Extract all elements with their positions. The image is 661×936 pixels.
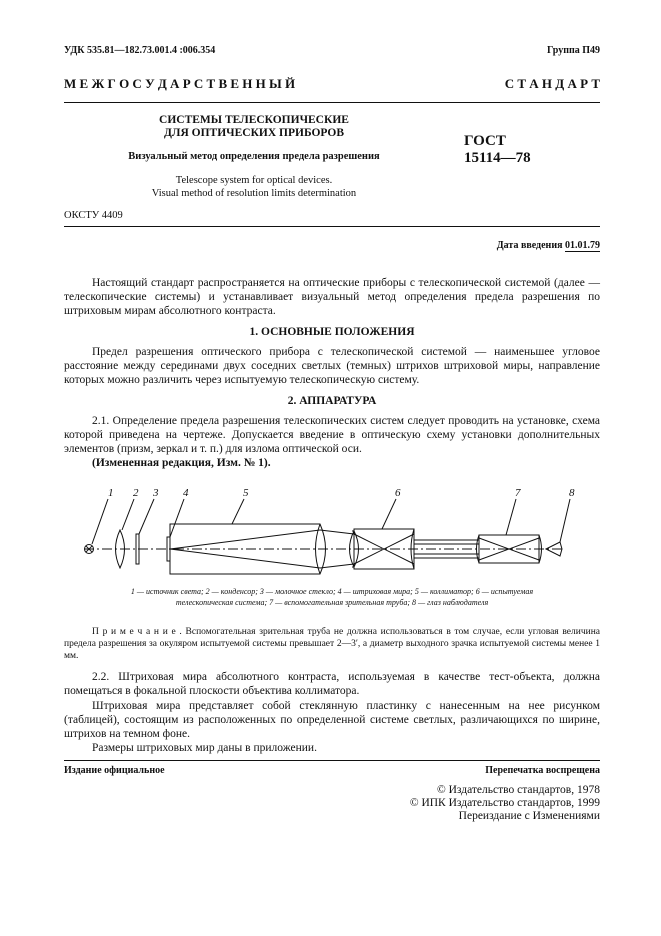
reissue-note: Переиздание с Изменениями xyxy=(458,810,600,822)
footer-rule xyxy=(64,760,600,761)
figure-label-2: 2 xyxy=(133,487,139,499)
figure-note-text: Вспомогательная зрительная труба не должна использоваться в том случае, если угловая величина предела разрешения за окуляром испытуемой системы превышает 2—3′, а диаметр выходного зрачка испытуемой системы менее 1 мм. xyxy=(64,627,600,661)
udk-code: УДК 535.81—182.73.001.4 :006.354 xyxy=(64,45,216,56)
paragraph-2-2-b: Штриховая мира представляет собой стеклянную пластинку с нанесенным на нее рисунком (таблицей), состоящим из расположенных по определенной системе светлых, различающихся по ширине, штрихов на темном фоне. xyxy=(64,700,600,740)
intro-date-value: 01.01.79 xyxy=(565,240,600,251)
figure-note xyxy=(64,626,600,662)
title-block xyxy=(64,114,444,140)
reprint-notice: Перепечатка воспрещена xyxy=(485,765,600,776)
optical-scheme-figure xyxy=(64,478,600,578)
group-code: Группа П49 xyxy=(547,45,600,56)
copyright-block xyxy=(410,784,600,823)
section-1-title: 1. ОСНОВНЫЕ ПОЛОЖЕНИЯ xyxy=(249,326,415,338)
paragraph-2-2: 2.2. Штриховая мира абсолютного контраста, используемая в качестве тест-объекта, должна помещаться в фокальной плоскости объектива коллиматора. xyxy=(64,671,600,697)
copyright-1978: © Издательство стандартов, 1978 xyxy=(436,784,600,796)
gost-number: 15114—78 xyxy=(464,150,531,166)
title-english-line-2: Visual method of resolution limits determination xyxy=(151,188,357,199)
intro-date-label: Дата введения xyxy=(496,240,563,251)
figure-note-head: П р и м е ч а н и е . xyxy=(92,627,182,637)
banner-rule xyxy=(64,102,600,103)
gost-label: ГОСТ xyxy=(464,133,506,149)
interstate-standard-banner xyxy=(64,76,600,92)
figure-caption-line-1: 1 — источник света; 2 — конденсор; 3 — молочное стекло; 4 — штриховая мира; 5 — коллиматор; 6 — испытуемая xyxy=(130,587,534,596)
paragraph-2-1: 2.1. Определение предела разрешения телескопических систем следует проводить на установке, схема которой приведена на чертеже. Допускается введение в оптическую схему установки дополнительных элементов (призм, зеркал и т. п.) для излома оптической оси. xyxy=(64,415,600,455)
paragraph-2-2-c: Размеры штриховых мир даны в приложении. xyxy=(92,742,317,754)
title-english xyxy=(64,174,444,200)
title-line-1: СИСТЕМЫ ТЕЛЕСКОПИЧЕСКИЕ xyxy=(159,114,349,126)
section-2-title: 2. АППАРАТУРА xyxy=(287,395,377,407)
gost-designation xyxy=(464,133,531,167)
banner-right: С Т А Н Д А Р Т xyxy=(504,76,600,91)
figure-label-6: 6 xyxy=(395,487,401,499)
title-subtitle: Визуальный метод определения предела разрешения xyxy=(128,151,380,162)
intro-date xyxy=(497,240,600,251)
intro-paragraph: Настоящий стандарт распространяется на оптические приборы с телескопической системой (далее — телескопические системы) и устанавливает визуальный метод определения предела разрешения по штриховым мирам абсолютного контраста. xyxy=(64,277,600,317)
figure-label-5: 5 xyxy=(243,487,249,499)
copyright-1999: © ИПК Издательство стандартов, 1999 xyxy=(409,797,600,809)
edit-note: (Измененная редакция, Изм. № 1). xyxy=(92,457,271,469)
title-line-2: ДЛЯ ОПТИЧЕСКИХ ПРИБОРОВ xyxy=(163,127,344,139)
figure-label-8: 8 xyxy=(569,487,575,499)
okstu-code: ОКСТУ 4409 xyxy=(64,210,123,221)
title-english-line-1: Telescope system for optical devices. xyxy=(175,175,333,186)
banner-left: М Е Ж Г О С У Д А Р С Т В Е Н Н Ы Й xyxy=(64,76,296,91)
title-rule xyxy=(64,226,600,227)
figure-label-3: 3 xyxy=(153,487,159,499)
figure-caption xyxy=(64,586,600,608)
figure-label-4: 4 xyxy=(183,487,189,499)
section-1-paragraph: Предел разрешения оптического прибора с телескопической системой — наименьшее угловое расстояние между серединами двух соседних светлых (темных) штрихов штриховой миры, направление которых можно различить через испытуемую телескопическую систему. xyxy=(64,346,600,386)
milk-glass xyxy=(136,534,139,564)
official-edition: Издание официальное xyxy=(64,765,165,776)
figure-label-7: 7 xyxy=(515,487,521,499)
figure-caption-line-2: телескопическая система; 7 — вспомогательная зрительная труба; 8 — глаз наблюдателя xyxy=(175,598,489,607)
figure-label-1: 1 xyxy=(108,487,114,499)
